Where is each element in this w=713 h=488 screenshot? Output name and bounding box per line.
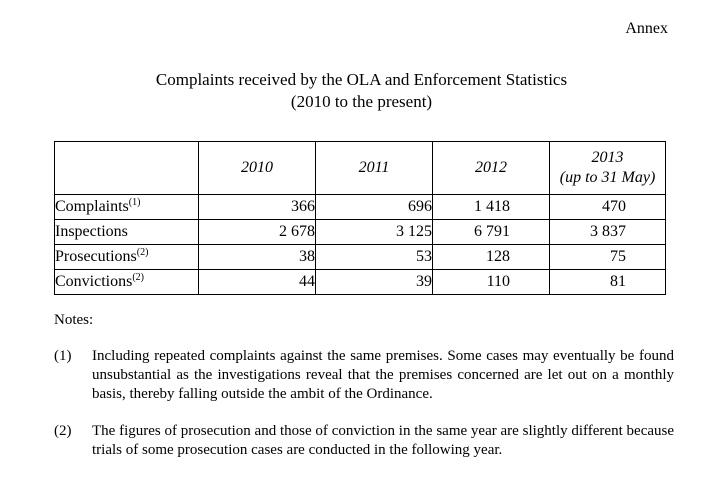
- footnote-marker: (2): [136, 247, 149, 258]
- header-year-2013-label: 2013: [591, 149, 624, 166]
- row-label-inspections: [55, 220, 199, 245]
- table-row: [55, 195, 666, 220]
- table-row: [55, 270, 666, 295]
- statistics-table: [54, 141, 666, 295]
- header-empty-cell: [55, 142, 199, 195]
- title-line-2: (2010 to the present): [290, 92, 433, 111]
- table-cell: 2 678: [199, 220, 316, 245]
- table-cell: 81: [550, 270, 666, 295]
- table-cell: 53: [316, 245, 433, 270]
- note-item: [54, 347, 674, 404]
- table-cell: 75: [550, 245, 666, 270]
- table-cell: 6 791: [433, 220, 550, 245]
- table-cell: 470: [550, 195, 666, 220]
- table-cell: 39: [316, 270, 433, 295]
- row-label-complaints: [55, 195, 199, 220]
- table-cell: 696: [316, 195, 433, 220]
- header-year-2010: 2010: [199, 142, 316, 195]
- notes-heading: Notes:: [54, 312, 94, 328]
- table-cell: 3 837: [550, 220, 666, 245]
- footnote-marker: (2): [132, 272, 145, 283]
- note-text: The figures of prosecution and those of conviction in the same year are slightly different because trials of some prosecution cases are conducted in the following year.: [92, 423, 674, 458]
- row-label-text: Prosecutions: [55, 248, 137, 265]
- header-year-2012: 2012: [433, 142, 550, 195]
- row-label-text: Complaints: [55, 198, 129, 215]
- note-text: Including repeated complaints against the same premises. Some cases may eventually be found unsubstantial as the investigations reveal that the premises concerned are let out on a monthly basis, thereby falling outside the ambit of the Ordinance.: [92, 348, 674, 402]
- title-line-1: Complaints received by the OLA and Enforcement Statistics: [155, 70, 568, 89]
- table-cell: 110: [433, 270, 550, 295]
- footnote-marker: (1): [128, 197, 141, 208]
- note-number: (1): [54, 348, 72, 364]
- table-row: [55, 245, 666, 270]
- table-cell: 44: [199, 270, 316, 295]
- table-header-row: [55, 142, 666, 195]
- header-year-2013: [550, 142, 666, 195]
- row-label-text: Inspections: [55, 223, 128, 240]
- row-label-prosecutions: [55, 245, 199, 270]
- row-label-convictions: [55, 270, 199, 295]
- table-cell: 38: [199, 245, 316, 270]
- header-year-2011: 2011: [316, 142, 433, 195]
- row-label-text: Convictions: [55, 273, 133, 290]
- note-item: [54, 422, 674, 460]
- table-cell: 128: [433, 245, 550, 270]
- table-cell: 1 418: [433, 195, 550, 220]
- table-cell: 366: [199, 195, 316, 220]
- table-row: [55, 220, 666, 245]
- annex-label: Annex: [625, 20, 668, 37]
- table-cell: 3 125: [316, 220, 433, 245]
- note-number: (2): [54, 423, 72, 439]
- header-year-2013-subtitle: (up to 31 May): [559, 169, 656, 186]
- document-title: [0, 69, 713, 113]
